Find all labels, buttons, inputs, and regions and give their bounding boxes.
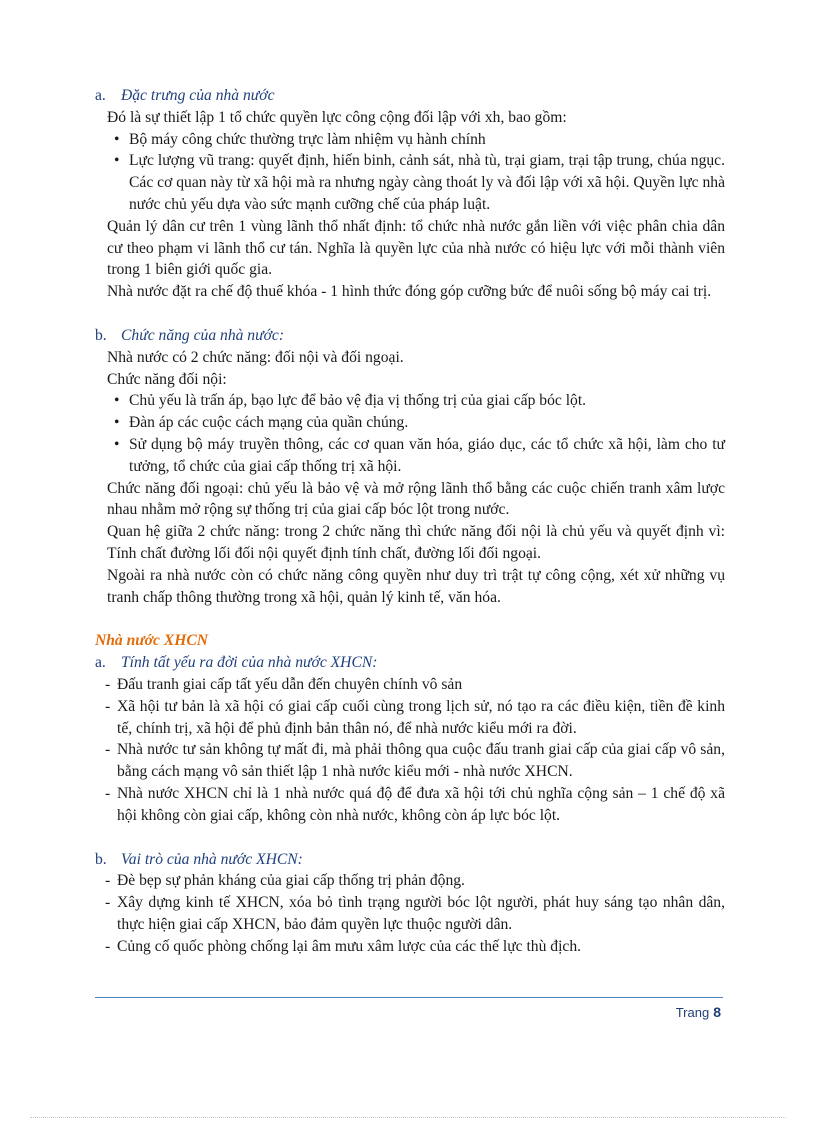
page-number: 8 xyxy=(713,1004,721,1020)
footer-label: Trang xyxy=(675,1005,710,1020)
paragraph-quan-he: Quan hệ giữa 2 chức năng: trong 2 chức năng thì chức năng đối nội là chủ yếu và quyết định vì: Tính chất đường lối đối nội quyết định tính chất, đường lối đối ngoại. xyxy=(107,523,725,562)
heading-chuc-nang: b. Chức năng của nhà nước: xyxy=(95,326,285,344)
footer-rule xyxy=(95,997,723,998)
list-item: • Bộ máy công chức thường trực làm nhiệm vụ hành chính xyxy=(129,129,725,151)
list-item: - Nhà nước tư sản không tự mất đi, mà phải thông qua cuộc đấu tranh giai cấp của giai cấp vô sản, bằng cách mạng vô sản thiết lập 1 nhà nước kiểu mới - nhà nước XHCN. xyxy=(117,739,725,783)
page-edge-dotted xyxy=(30,1117,786,1118)
paragraph-thue-khoa: Nhà nước đặt ra chế độ thuế khóa - 1 hình thức đóng góp cưỡng bức để nuôi sống bộ máy cai trị. xyxy=(107,283,712,301)
paragraph-doi-noi: Chức năng đối nội: xyxy=(107,370,227,388)
heading-tinh-tat-yeu: a. Tính tất yếu ra đời của nhà nước XHCN: xyxy=(95,654,378,672)
list-item: - Xã hội tư bản là xã hội có giai cấp cuối cùng trong lịch sử, nó tạo ra các điều kiện, tiền đề kinh tế, chính trị, xã hội để phủ định bản thân nó, để nhà nước kiểu mới ra đời. xyxy=(117,696,725,740)
list-item: • Chủ yếu là trấn áp, bạo lực để bảo vệ địa vị thống trị của giai cấp bóc lột. xyxy=(129,390,725,412)
document-body xyxy=(95,85,725,957)
list-item: • Sử dụng bộ máy truyền thông, các cơ quan văn hóa, giáo dục, các tổ chức xã hội, làm cho tư tưởng, tổ chức của giai cấp thống trị xã hội. xyxy=(129,434,725,478)
paragraph-doi-ngoai: Chức năng đối ngoại: chủ yếu là bảo vệ và mở rộng lãnh thổ bằng các cuộc chiến tranh xâm lược nhau nhằm mở rộng sự thống trị của giai cấp bóc lột trong nước. xyxy=(107,479,725,519)
bullet-list-dac-trung xyxy=(95,129,725,216)
page-footer xyxy=(676,1004,721,1020)
list-item: - Xây dựng kinh tế XHCN, xóa bỏ tình trạng người bóc lột người, phát huy sáng tạo nhân dân, thực hiện giai cấp XHCN, bảo đảm quyền lực thuộc người dân. xyxy=(117,892,725,936)
paragraph-chuc-nang-intro: Nhà nước có 2 chức năng: đối nội và đối ngoại. xyxy=(107,348,404,366)
bullet-list-doi-noi xyxy=(95,390,725,477)
intro-paragraph: Đó là sự thiết lập 1 tổ chức quyền lực công cộng đối lập với xh, bao gồm: xyxy=(107,108,567,126)
heading-dac-trung: a. Đặc trưng của nhà nước xyxy=(95,87,275,104)
heading-vai-tro: b. Vai trò của nhà nước XHCN: xyxy=(95,850,303,868)
list-item: - Đấu tranh giai cấp tất yếu dẫn đến chuyên chính vô sản xyxy=(117,674,725,696)
dash-list-vai-tro xyxy=(95,870,725,957)
list-item: • Đàn áp các cuộc cách mạng của quần chúng. xyxy=(129,412,725,434)
paragraph-cong-quyen: Ngoài ra nhà nước còn có chức năng công quyền như duy trì trật tự công cộng, xét xử những vụ tranh chấp thông thường trong xã hội, quản lý kinh tế, văn hóa. xyxy=(107,566,725,606)
list-item: • Lực lượng vũ trang: quyết định, hiến binh, cảnh sát, nhà tù, trại giam, trại tập trung, chúa ngục. Các cơ quan này từ xã hội mà ra nhưng ngày càng thoát ly và đối lập với xã hội. Quyền lực nhà nước chủ yếu dựa vào sức mạnh cưỡng chế của pháp luật. xyxy=(129,150,725,215)
list-item: - Củng cố quốc phòng chống lại âm mưu xâm lược của các thế lực thù địch. xyxy=(117,936,725,958)
dash-list-tinh-tat-yeu xyxy=(95,674,725,827)
paragraph-quan-ly-dan-cu: Quản lý dân cư trên 1 vùng lãnh thổ nhất định: tổ chức nhà nước gắn liền với việc phân chia dân cư theo phạm vi lãnh thổ cư tán. Nghĩa là quyền lực của nhà nước có hiệu lực với mỗi thành viên trong 1 biên giới quốc gia. xyxy=(107,217,725,279)
list-item: - Đè bẹp sự phản kháng của giai cấp thống trị phản động. xyxy=(117,870,725,892)
section-title-xhcn: Nhà nước XHCN xyxy=(95,632,209,650)
list-item: - Nhà nước XHCN chỉ là 1 nhà nước quá độ để đưa xã hội tới chủ nghĩa cộng sản – 1 chế độ xã hội không còn giai cấp, không còn nhà nước, không còn áp lực bóc lột. xyxy=(117,783,725,827)
